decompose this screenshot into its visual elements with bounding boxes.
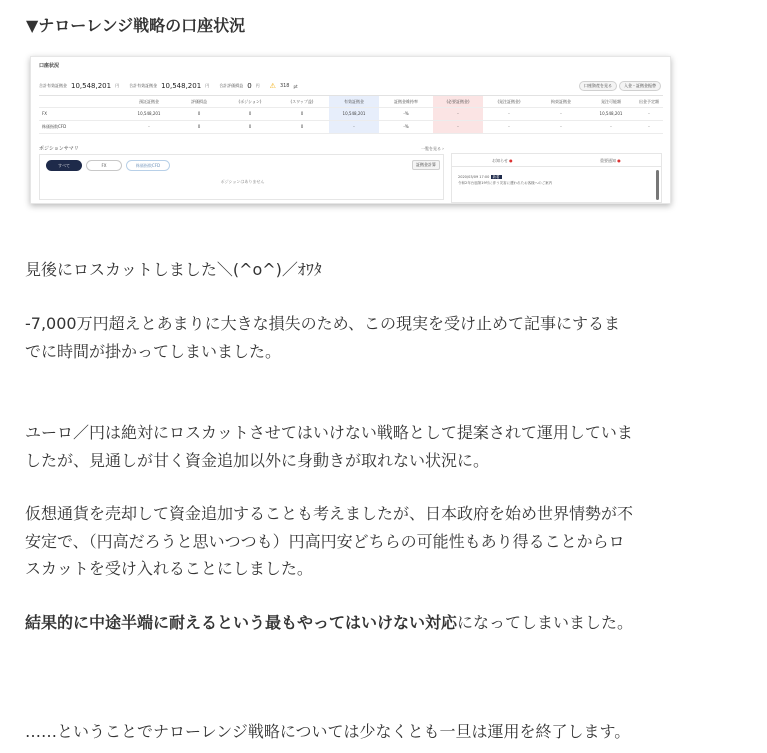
row-name: 株価指数CFD <box>42 124 67 129</box>
table-cell: 0 <box>300 124 304 129</box>
table-cell: - <box>508 111 510 116</box>
account-table <box>39 95 663 133</box>
table-header: (スワップ益) <box>290 99 314 104</box>
table-cell: -% <box>403 124 409 129</box>
new-dot-icon: ● <box>509 158 513 163</box>
paragraph: 仮想通貨を売却して資金追加することも考えましたが、日本政府を始め世界情勢が不 <box>25 504 634 523</box>
paragraph: ……ということでナローレンジ戦略については少なくとも一旦は運用を終了します。 <box>25 722 631 741</box>
notice-divider <box>452 166 661 167</box>
table-cell: - <box>648 124 650 129</box>
view-list-link[interactable]: 一覧を見る › <box>421 146 444 151</box>
new-dot-icon: ● <box>617 158 621 163</box>
summary-value: 10,548,201 <box>71 82 112 90</box>
table-cell: -% <box>403 111 409 116</box>
table-cell: 0 <box>248 124 252 129</box>
paragraph: したが、見通しが甘く資金追加以外に身動きが取れない状況に。 <box>25 451 490 470</box>
table-cell: - <box>457 111 459 116</box>
table-header: 拘束証拠金 <box>551 99 571 104</box>
notice-link[interactable]: 令和2年台風第19号に伴う災害に遭われたお客様へのご案内 <box>458 181 553 185</box>
margin-calc-button[interactable]: 証拠金計算 <box>412 160 440 170</box>
table-cell: 0 <box>197 111 201 116</box>
no-position-text: ポジションはありません <box>220 179 265 184</box>
account-status-screenshot <box>30 56 671 204</box>
summary-unit: 円 <box>205 83 210 88</box>
table-cell: 0 <box>197 124 201 129</box>
tab-index-cfd[interactable]: 株価指数CFD <box>126 160 170 171</box>
table-cell: 10,548,201 <box>137 111 161 116</box>
warning-icon: ⚠ <box>269 82 276 90</box>
table-header: 発注可能額 <box>601 99 621 104</box>
table-cell: - <box>353 124 355 129</box>
points-value: 318 <box>279 83 290 89</box>
summary-label: 合計有効証拠金 <box>129 83 158 88</box>
screenshot-title: 口座状況 <box>39 63 60 69</box>
table-header: 預託証拠金 <box>139 99 159 104</box>
table-header: 有効証拠金 <box>344 99 364 104</box>
table-header: (必要証拠金) <box>446 99 470 104</box>
table-header: 出金予定額 <box>639 99 659 104</box>
table-cell: 10,548,201 <box>342 111 366 116</box>
table-cell: - <box>457 124 459 129</box>
paragraph: 安定で、（円高だろうと思いつつも）円高円安どちらの可能性もあり得ることからロ <box>25 532 625 551</box>
row-divider <box>39 133 663 134</box>
scrollbar[interactable] <box>656 170 659 200</box>
paragraph: -7,000万円超えとあまりに大きな損失のため、この現実を受け止めて記事にするま <box>25 314 620 333</box>
points-unit: pt <box>293 83 298 89</box>
summary-unit: 円 <box>115 83 120 88</box>
position-summary-title: ポジションサマリ <box>39 146 79 152</box>
tab-important[interactable]: 重要通知 ● <box>600 158 621 163</box>
table-header: 評価損益 <box>191 99 207 104</box>
row-name: FX <box>42 111 48 116</box>
notice-panel <box>451 153 662 203</box>
summary-unit: 円 <box>255 83 260 88</box>
paragraph-text: になってしまいました。 <box>457 613 634 632</box>
row-divider <box>39 120 663 121</box>
new-badge: 新着 <box>492 175 500 179</box>
table-cell: 0 <box>248 111 252 116</box>
paragraph: でに時間が掛かってしまいました。 <box>25 342 282 361</box>
paragraph: ユーロ／円は絶対にロスカットさせてはいけない戦略として提案されて運用していま <box>25 423 633 442</box>
view-assets-button[interactable]: 口座資産を見る <box>579 81 617 91</box>
notice-date: 2020/03/09 17:00 新着 <box>458 175 500 179</box>
table-header: (発注証拠金) <box>497 99 521 104</box>
table-cell: - <box>148 124 150 129</box>
paragraph <box>25 608 633 637</box>
table-header: 証拠金維持率 <box>394 99 418 104</box>
table-header: (ポジション) <box>238 99 262 104</box>
tab-fx[interactable]: FX <box>86 160 122 171</box>
emphasis-text: 結果的に中途半端に耐えるという最もやってはいけない対応 <box>25 613 458 632</box>
section-heading: ▼ナローレンジ戦略の口座状況 <box>26 16 246 35</box>
tab-all[interactable]: すべて <box>46 160 82 171</box>
chevron-right-icon: › <box>442 146 444 151</box>
summary-label: 合計有効証拠金 <box>39 83 67 88</box>
summary-value: 10,548,201 <box>161 82 202 90</box>
summary-value: 0 <box>247 82 252 90</box>
summary-row <box>39 81 298 91</box>
table-cell: 0 <box>300 111 304 116</box>
summary-label: 合計評価損益 <box>219 83 244 88</box>
row-divider <box>39 107 663 108</box>
table-cell: - <box>508 124 510 129</box>
table-cell: - <box>560 124 562 129</box>
table-cell: - <box>648 111 650 116</box>
tab-notices[interactable]: お知らせ ● <box>492 158 513 163</box>
table-cell: 10,548,201 <box>599 111 623 116</box>
deposit-transfer-button[interactable]: 入金・証拠金振替 <box>619 81 661 91</box>
table-cell: - <box>560 111 562 116</box>
position-summary-box <box>39 154 444 200</box>
paragraph: スカットを受け入れることにしました。 <box>25 559 313 578</box>
table-cell: - <box>610 124 612 129</box>
paragraph: 見後にロスカットしました＼(^o^)／ｵﾜﾀ <box>25 260 322 279</box>
